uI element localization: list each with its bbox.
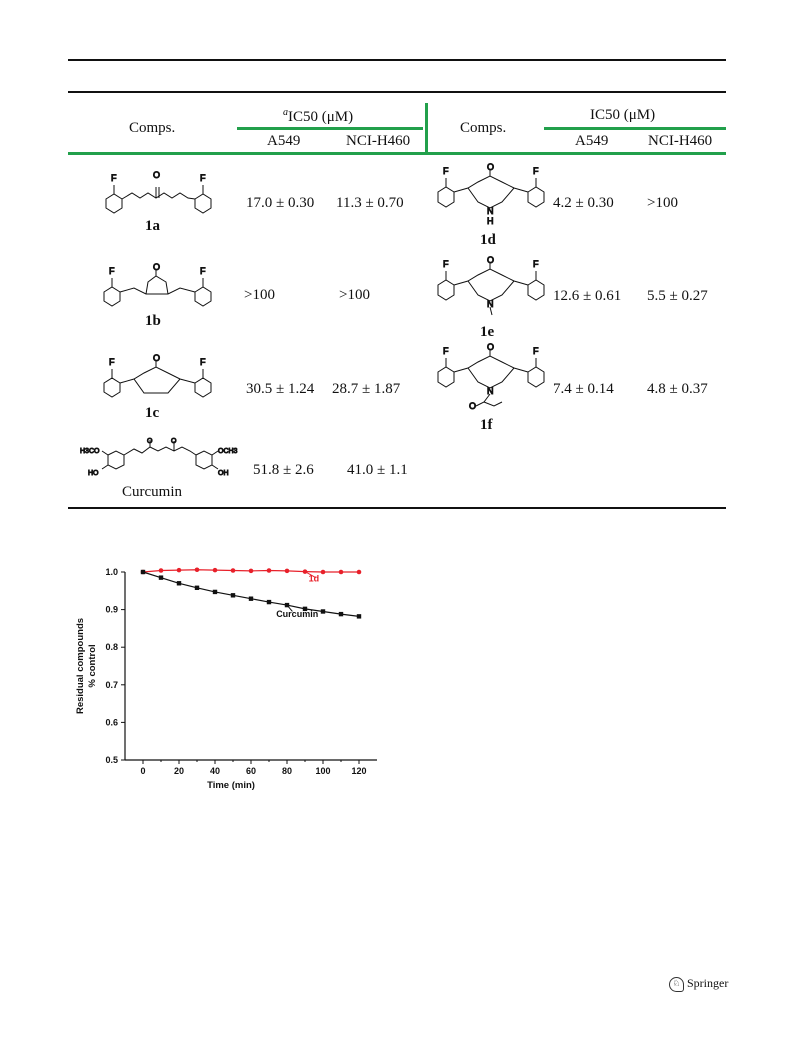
series-line-curcumin (143, 572, 359, 616)
y-tick-label: 0.9 (105, 604, 118, 615)
data-point-curcumin (177, 581, 181, 585)
x-tick-label: 80 (281, 766, 293, 776)
atom-label-och3-left: H3CO (80, 448, 100, 455)
structure-1b (96, 262, 221, 312)
table-bottom-rule (68, 507, 726, 509)
publisher-logo (669, 976, 728, 992)
data-point-curcumin (159, 575, 163, 579)
row-1b-a549: >100 (244, 287, 275, 303)
data-point-1d (177, 568, 182, 573)
table-header-rule (68, 91, 726, 93)
data-point-1d (321, 570, 326, 575)
row-curcumin-h460: 41.0 ± 1.1 (347, 462, 408, 478)
atom-label-n: N (487, 299, 494, 309)
y-tick-label: 1.0 (105, 567, 118, 577)
data-point-1d (231, 568, 236, 573)
right-ic50-underline (544, 127, 726, 130)
atom-label-o: O (153, 170, 161, 180)
compound-label-1b: 1b (145, 313, 161, 329)
y-tick-label: 0.6 (105, 717, 118, 728)
x-tick-label: 40 (209, 766, 221, 776)
compound-label-1e: 1e (480, 324, 495, 340)
row-1d-h460: >100 (647, 195, 678, 211)
x-axis-label: Time (min) (207, 780, 255, 791)
atom-label-f: F (533, 259, 539, 269)
row-1a-h460: 11.3 ± 0.70 (336, 195, 404, 211)
row-1c-h460: 28.7 ± 1.87 (332, 381, 401, 397)
row-1c-a549: 30.5 ± 1.24 (246, 381, 315, 397)
atom-label-o: O (469, 401, 477, 411)
table-column-divider (425, 103, 428, 153)
table-subheader-rule (68, 152, 726, 155)
atom-label-f: F (109, 266, 115, 276)
row-1a-a549: 17.0 ± 0.30 (246, 195, 315, 211)
atom-label-ho: HO (88, 470, 99, 477)
atom-label-f: F (109, 357, 115, 367)
compound-label-1a: 1a (145, 218, 160, 234)
data-point-curcumin (213, 590, 217, 594)
data-point-1d (249, 569, 254, 574)
atom-label-f: F (533, 346, 539, 356)
right-comps-header: Comps. (460, 120, 507, 136)
row-1d-a549: 4.2 ± 0.30 (553, 195, 614, 211)
table-top-rule (68, 59, 726, 61)
data-point-curcumin (267, 600, 271, 604)
structure-curcumin (80, 437, 240, 483)
data-point-curcumin (321, 609, 325, 613)
right-col-h460: NCI-H460 (648, 133, 713, 149)
atom-label-o: O (153, 353, 161, 363)
atom-label-f: F (200, 357, 206, 367)
atom-label-n: N (487, 206, 494, 216)
structure-1d (432, 162, 554, 230)
y-tick-label: 0.7 (105, 679, 118, 690)
left-col-h460: NCI-H460 (346, 133, 411, 149)
x-tick-label: 100 (315, 766, 331, 776)
left-ic50-underline (237, 127, 423, 130)
data-point-curcumin (249, 596, 253, 600)
row-1f-h460: 4.8 ± 0.37 (647, 381, 708, 397)
row-1f-a549: 7.4 ± 0.14 (553, 381, 614, 397)
atom-label-o: O (153, 262, 161, 272)
data-point-1d (213, 568, 218, 573)
compound-label-1f: 1f (480, 417, 493, 433)
atom-label-f: F (111, 173, 117, 183)
y-tick-label: 0.8 (105, 642, 118, 653)
atom-label-o: O (171, 438, 177, 445)
atom-label-n: N (487, 386, 494, 396)
x-tick-label: 60 (245, 766, 257, 776)
data-point-curcumin (339, 612, 343, 616)
atom-label-f: F (533, 166, 539, 176)
compound-label-1c: 1c (145, 405, 160, 421)
structure-1e (432, 255, 554, 323)
atom-label-h: H (487, 216, 494, 226)
data-point-1d (339, 570, 344, 575)
series-label-1d: 1d (308, 573, 320, 584)
x-tick-label: 20 (173, 766, 185, 776)
data-point-curcumin (357, 614, 361, 618)
compound-label-curcumin: Curcumin (122, 484, 182, 500)
atom-label-o: O (147, 438, 153, 445)
stability-chart (68, 560, 388, 800)
series-label-curcumin: Curcumin (276, 609, 319, 620)
data-point-curcumin (141, 570, 145, 574)
row-1e-h460: 5.5 ± 0.27 (647, 288, 708, 304)
data-point-curcumin (195, 586, 199, 590)
atom-label-f: F (443, 166, 449, 176)
data-point-1d (195, 567, 200, 572)
compound-label-1d: 1d (480, 232, 496, 248)
x-tick-label: 120 (351, 766, 367, 776)
row-1e-a549: 12.6 ± 0.61 (553, 288, 622, 304)
right-ic50-header: IC50 (μM) (590, 107, 656, 123)
data-point-1d (285, 569, 290, 574)
left-ic50-header: $^a$IC50 (μM) (283, 107, 354, 125)
atom-label-f: F (443, 346, 449, 356)
atom-label-oh: OH (218, 470, 229, 477)
y-tick-label: 0.5 (105, 755, 118, 765)
atom-label-f: F (443, 259, 449, 269)
x-tick-label: 0 (140, 766, 146, 776)
atom-label-o: O (487, 342, 495, 352)
right-col-a549: A549 (575, 133, 609, 149)
data-point-curcumin (231, 593, 235, 597)
atom-label-f: F (200, 266, 206, 276)
structure-1c (96, 353, 221, 405)
data-point-1d (267, 568, 272, 573)
atom-label-och3-right: OCH3 (218, 448, 238, 455)
y-axis-label: Residual compounds (75, 617, 86, 715)
structure-1a (96, 165, 221, 217)
left-comps-header: Comps. (129, 120, 176, 136)
left-col-a549: A549 (267, 133, 301, 149)
publisher-name: Springer (687, 976, 729, 990)
y-axis-label-2: % control (87, 644, 98, 688)
structure-1f (432, 342, 554, 416)
atom-label-o: O (487, 255, 495, 265)
data-point-1d (159, 568, 164, 573)
springer-horse-icon: ♘ (669, 977, 684, 992)
row-1b-h460: >100 (339, 287, 370, 303)
atom-label-o: O (487, 162, 495, 172)
row-curcumin-a549: 51.8 ± 2.6 (253, 462, 314, 478)
data-point-1d (357, 570, 362, 575)
atom-label-f: F (200, 173, 206, 183)
